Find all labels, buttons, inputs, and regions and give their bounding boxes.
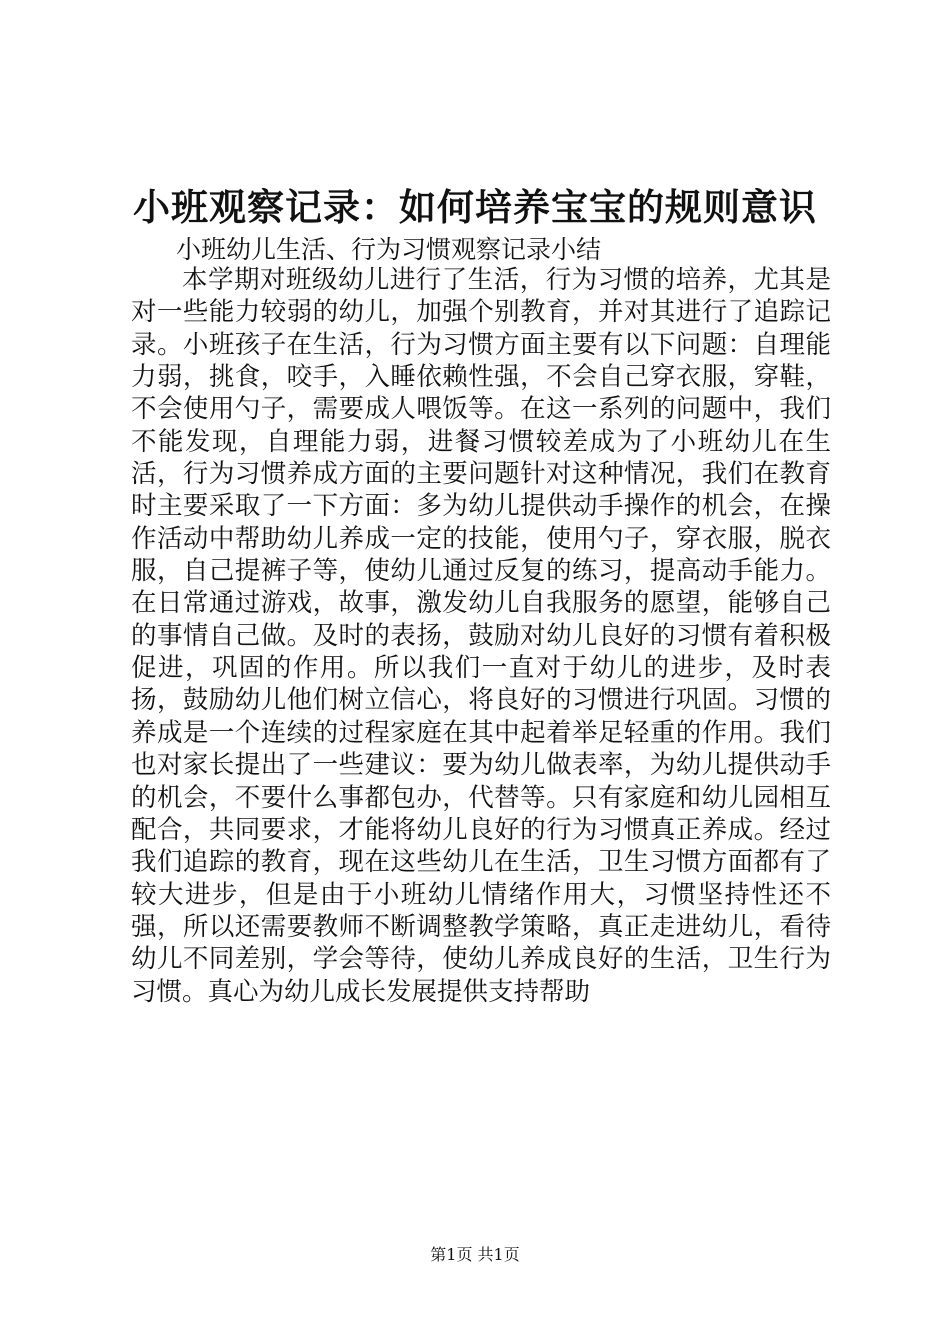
page-footer: 第1页 共1页	[430, 1245, 520, 1264]
body-paragraph: 本学期对班级幼儿进行了生活，行为习惯的培养，尤其是对一些能力较弱的幼儿，加强个别教育，并对其进行了追踪记录。小班孩子在生活，行为习惯方面主要有以下问题：自理能力弱，挑食，咬手，入睡依赖性强，不会自己穿衣服，穿鞋，不会使用勺子，需要成人喂饭等。在这一系列的问题中，我们不能发现，自理能力弱，进餐习惯较差成为了小班幼儿在生活，行为习惯养成方面的主要问题针对这种情况，我们在教育时主要采取了一下方面：多为幼儿提供动手操作的机会，在操作活动中帮助幼儿养成一定的技能，使用勺子，穿衣服，脱衣服，自己提裤子等，使幼儿通过反复的练习，提高动手能力。在日常通过游戏，故事，激发幼儿自我服务的愿望，能够自己的事情自己做。及时的表扬，鼓励对幼儿良好的习惯有着积极促进，巩固的作用。所以我们一直对于幼儿的进步，及时表扬，鼓励幼儿他们树立信心，将良好的习惯进行巩固。习惯的养成是一个连续的过程家庭在其中起着举足轻重的作用。我们也对家长提出了一些建议：要为幼儿做表率，为幼儿提供动手的机会，不要什么事都包办，代替等。只有家庭和幼儿园相互配合，共同要求，才能将幼儿良好的行为习惯真正养成。经过我们追踪的教育，现在这些幼儿在生活，卫生习惯方面都有了较大进步，但是由于小班幼儿情绪作用大，习惯坚持性还不强，所以还需要教师不断调整教学策略，真正走进幼儿，看待幼儿不同差别，学会等待，使幼儿养成良好的生活，卫生行为习惯。真心为幼儿成长发展提供支持帮助	[131, 265, 831, 1007]
page-title: 小班观察记录：如何培养宝宝的规则意识	[133, 185, 817, 229]
document-subtitle: 小班幼儿生活、行为习惯观察记录小结	[176, 235, 602, 264]
